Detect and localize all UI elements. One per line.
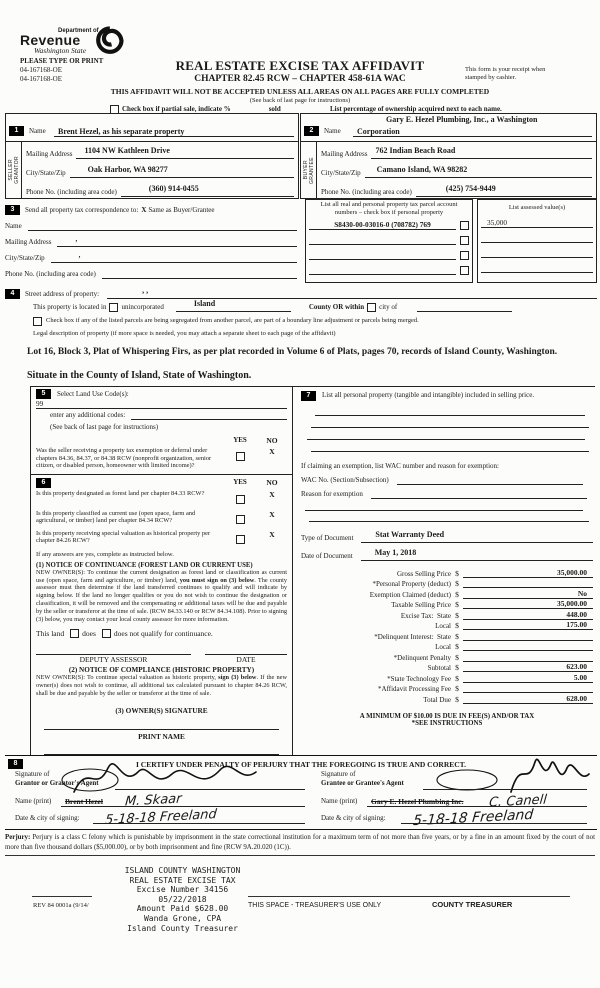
fee-row: *Affidavit Processing Fee $ [301, 683, 593, 694]
s3-csz-field[interactable] [51, 244, 297, 263]
revenue-logo-icon [92, 26, 126, 56]
buyer-csz-label: City/State/Zip [321, 169, 361, 177]
wac-field[interactable] [397, 484, 583, 485]
seller-section [5, 113, 299, 199]
s3-csz-label: City/State/Zip [5, 254, 45, 262]
assessed-value-2-field[interactable] [481, 242, 593, 243]
print-name-label: PRINT NAME [138, 731, 185, 741]
form-code-1: 04-167168-OE [20, 66, 62, 74]
form-code-2: 04-167168-OE [20, 75, 62, 83]
form-title: REAL ESTATE EXCISE TAX AFFIDAVIT [175, 58, 425, 73]
s3-phone-label: Phone No. (including area code) [5, 270, 96, 278]
assessed-values-block [477, 199, 597, 283]
section-7-badge: 7 [301, 391, 316, 401]
grantee-sig-label1: Signature of [321, 770, 356, 778]
fee-row: *Delinquent Interest: State $ [301, 630, 593, 641]
personal-property-field-2[interactable] [311, 427, 589, 428]
buyer-phone-label: Phone No. (including area code) [321, 188, 412, 196]
form-title-block [150, 58, 450, 84]
see-back-note: (See back of last page for instructions) [249, 97, 351, 104]
fee-row: Taxable Selling Price $ 35,000.00 [301, 599, 593, 610]
grantee-sig-label2: Grantee or Grantee's Agent [321, 779, 404, 787]
revenue-label: Revenue [20, 32, 81, 48]
buyer-csz-value: Camano Island, WA 98282 [376, 165, 468, 174]
county-value: Island [193, 299, 216, 308]
if-yes-note: If any answers are yes, complete as instructed below. [36, 550, 174, 558]
section-6 [31, 474, 292, 756]
reason-label: Reason for exemption [301, 490, 363, 498]
form-header-left [20, 28, 170, 84]
seller-phone-value: (360) 914-0455 [148, 184, 199, 193]
tax-correspondence-block [5, 199, 305, 283]
stamp-line: 05/22/2018 [158, 894, 207, 904]
stamp-line: Amount Paid $628.00 [136, 904, 229, 914]
fee-value-field[interactable]: 448.00 [463, 610, 593, 620]
rev-divider [32, 896, 92, 897]
main-columns [30, 386, 595, 755]
parcel-numbers-block [305, 199, 473, 283]
doc-type-label: Type of Document [301, 534, 354, 542]
grantor-signature-field[interactable] [115, 789, 305, 790]
unincorporated-checkbox[interactable] [109, 303, 118, 312]
stamp-line: ISLAND COUNTY WASHINGTON [124, 866, 241, 875]
s3-csz-mark: , [78, 251, 81, 259]
personal-property-title: List all personal property (tangible and intangible) included in selling price. [322, 391, 535, 399]
grantor-signing-block [5, 770, 313, 826]
grantee-name-handwritten: C. Canell [488, 792, 548, 811]
buyer-mailing-label: Mailing Address [321, 150, 368, 158]
section-3 [5, 199, 597, 283]
seller-name-field[interactable] [54, 136, 294, 137]
buyer-section [300, 113, 597, 199]
s3-mailing-mark: , [75, 235, 78, 243]
owners-signature-label: (3) OWNER(S) SIGNATURE [115, 705, 208, 715]
grantor-name-handwritten: M. Skaar [124, 791, 183, 810]
does-label: does [82, 629, 96, 639]
seller-role-label-2: GRANTOR [13, 156, 20, 184]
exemption-yes-checkbox[interactable] [236, 452, 245, 461]
s3-mailing-label: Mailing Address [5, 238, 52, 246]
doc-date-label: Date of Document [301, 552, 353, 560]
segregated-checkbox[interactable] [33, 317, 42, 326]
grantee-date-label: Date & city of signing: [321, 814, 386, 822]
forest-yes-checkbox[interactable] [236, 495, 245, 504]
fee-row: *State Technology Fee $ 5.00 [301, 672, 593, 683]
section-5-6-column [30, 386, 293, 755]
buyer-csz-field[interactable] [365, 159, 592, 178]
grantee-signature-field[interactable] [423, 789, 587, 790]
fee-row: *Delinquent Penalty $ [301, 651, 593, 662]
deputy-assessor-label: DEPUTY ASSESSOR [79, 655, 148, 665]
please-type-label: PLEASE TYPE OR PRINT [20, 57, 104, 65]
buyer-role-label-2: GRANTEE [308, 156, 315, 184]
parcel-1-checkbox[interactable] [460, 221, 469, 230]
grantee-name-print-label: Name (print) [321, 797, 358, 805]
section-3-badge: 3 [5, 205, 20, 215]
washington-state-label: Washington State [34, 46, 87, 55]
reason-extra-field-1[interactable] [305, 510, 583, 511]
fee-row: Excise Tax: State $ 448.00 [301, 609, 593, 620]
rev-number: REV 84 0001a (9/14/ [33, 902, 89, 909]
legal-description-note: Legal description of property (if more space is needed, you may attach a separate sheet to each page of the affidavit) [33, 330, 336, 337]
s3-phone-field[interactable] [102, 278, 297, 279]
notice2-title: (2) NOTICE OF COMPLIANCE (HISTORIC PROPERTY) [68, 666, 255, 675]
forest-no-answer: X [269, 489, 275, 499]
grantee-name-field[interactable] [367, 806, 587, 807]
fee-row: Local $ [301, 641, 593, 652]
exemption-question: Was the seller receiving a property tax exemption or deferral under chapters 84.36, 84.37, or 84.38 RCW (nonprofit organization, senior citizen, or disabled person, homeowner with limited income)? [36, 447, 212, 470]
warning-line: THIS AFFIDAVIT WILL NOT BE ACCEPTED UNLESS ALL AREAS ON ALL PAGES ARE FULLY COMPLETED [110, 87, 490, 96]
certify-line: I CERTIFY UNDER PENALTY OF PERJURY THAT THE FOREGOING IS TRUE AND CORRECT. [135, 760, 466, 769]
seller-mailing-value: 1104 NW Kathleen Drive [84, 146, 170, 155]
notice2-body: NEW OWNER(S): To continue special valuation as historic property, sign (3) below. If the new owner(s) does not wish to continue, all additional tax calculated pursuant to chapter 84.26 RCW, shall be due and payable by the seller or transferor at the time of sale. [36, 674, 288, 697]
wac-label: WAC No. (Section/Subsection) [301, 476, 389, 484]
this-land-label: This land [36, 629, 65, 639]
forest-question: Is this property designated as forest land per chapter 84.33 RCW? [36, 489, 205, 497]
assessor-date-label: DATE [236, 655, 256, 665]
same-as-label: Same as Buyer/Grantee [148, 206, 215, 214]
parcel-3-checkbox[interactable] [460, 251, 469, 260]
parcel-4-field[interactable] [309, 274, 456, 275]
fee-value-field[interactable]: 35,000.00 [463, 599, 593, 609]
send-correspondence-label: Send all property tax correspondence to: [25, 206, 139, 214]
fee-value-field[interactable]: 5.00 [463, 673, 593, 683]
fee-row: Subtotal $ 623.00 [301, 662, 593, 673]
seller-csz-label: City/State/Zip [26, 169, 66, 177]
grantor-sig-label1: Signature of [15, 770, 50, 778]
same-as-mark: X [141, 206, 147, 214]
s3-name-label: Name [5, 222, 22, 230]
buyer-name-row [301, 114, 596, 142]
seller-csz-field[interactable] [70, 159, 294, 178]
located-in-label: This property is located in [33, 303, 107, 311]
section-8 [5, 755, 597, 830]
section-6-badge: 6 [36, 478, 51, 488]
doc-type-value: Stat Warranty Deed [375, 530, 445, 539]
grantor-date-field[interactable] [93, 823, 305, 824]
street-address-mark: , , [142, 286, 149, 295]
treasurer-space-label: THIS SPACE - TREASURER'S USE ONLY [248, 902, 382, 909]
buyer-name-value-line2: Corporation [357, 127, 400, 136]
treasurer-divider [248, 896, 570, 897]
county-or-label: County OR within [308, 303, 365, 311]
dept-of-label: Department of [58, 28, 99, 34]
does-checkbox[interactable] [70, 629, 79, 638]
current-use-no-answer: X [269, 509, 275, 519]
form-subtitle: CHAPTER 82.45 RCW – CHAPTER 458-61A WAC [194, 74, 406, 84]
current-use-yes-checkbox[interactable] [236, 515, 245, 524]
treasurer-stamp [100, 866, 265, 933]
legal-description: Lot 16, Block 3, Plat of Whispering Firs, as per plat recorded in Volume 6 of Plats, pages 70, records of Island County, Washington. [27, 347, 558, 357]
parcel-value: S8430-00-03016-0 (708782) 769 [309, 220, 456, 230]
additional-codes-field[interactable] [131, 419, 287, 420]
seller-phone-label: Phone No. (including area code) [26, 188, 117, 196]
section-4 [5, 287, 597, 381]
seller-name-value: Brent Hezel, as his separate property [58, 127, 185, 136]
s5-no-header: NO [266, 436, 278, 445]
buyer-phone-field[interactable] [416, 178, 592, 197]
stamp-line: Island County Treasurer [127, 923, 238, 933]
s5-yes-header: YES [233, 436, 247, 444]
buyer-role-label-1: BUYER [302, 160, 309, 180]
section-7-column [293, 386, 595, 755]
personal-property-field-3[interactable] [307, 439, 585, 440]
fee-value-field[interactable]: No [463, 589, 593, 599]
historic-no-answer: X [269, 529, 275, 539]
parcel-2-checkbox[interactable] [460, 236, 469, 245]
does-not-checkbox[interactable] [102, 629, 111, 638]
minimum-fee-note: A MINIMUM OF $10.00 IS DUE IN FEE(S) AND/OR TAX [359, 712, 535, 720]
section-2-badge: 2 [304, 126, 319, 136]
seller-csz-value: Oak Harbor, WA 98277 [87, 165, 168, 174]
county-field[interactable] [176, 293, 291, 312]
assessed-value-3-field[interactable] [481, 257, 593, 258]
fee-row: Total Due $ 628.00 [301, 693, 593, 704]
receipt-note: This form is your receipt when stamped by cashier. [465, 66, 546, 81]
seller-mailing-label: Mailing Address [26, 150, 73, 158]
doc-type-field[interactable] [361, 524, 593, 543]
fee-value-field[interactable] [463, 640, 593, 641]
fee-value-field[interactable]: 175.00 [463, 620, 593, 630]
buyer-name-field[interactable] [353, 136, 592, 137]
seller-mailing-field[interactable] [76, 140, 294, 159]
stamp-line: Excise Number 34156 [136, 885, 229, 895]
personal-property-field-4[interactable] [311, 451, 589, 452]
grantor-sig-label2: Grantor or Grantor's Agent [15, 779, 99, 787]
footer [0, 860, 600, 988]
situate-line: Situate in the County of Island, State of Washington. [27, 370, 252, 381]
exemption-no-answer: X [269, 447, 275, 456]
does-not-label: does not qualify for continuance. [113, 629, 213, 639]
current-use-question: Is this property classified as current use (open space, farm and agricultural, or timber) land per chapter 84.34 RCW? [36, 509, 196, 525]
continuance-row [36, 627, 287, 638]
segregated-note: Check box if any of the listed parcels are being segregated from another parcel, are part of a boundary line adjustment or parcels being merged. [46, 317, 419, 324]
grantee-date-field[interactable] [401, 823, 587, 824]
unincorporated-label: unincorporated [121, 303, 164, 311]
owners-signature-field[interactable] [44, 729, 279, 730]
section-5 [31, 387, 292, 474]
section-8-badge: 8 [8, 759, 23, 769]
grantor-name-printed: Brent Hezel [65, 797, 103, 806]
land-use-label: Select Land Use Code(s): [57, 390, 129, 398]
street-address-label: Street address of property: [25, 290, 100, 298]
historic-yes-checkbox[interactable] [236, 535, 245, 544]
fee-row: *Personal Property (deduct) $ [301, 578, 593, 589]
grantor-name-print-label: Name (print) [15, 797, 52, 805]
city-checkbox[interactable] [367, 303, 376, 312]
section-5-badge: 5 [36, 389, 51, 399]
fee-row: Local $ 175.00 [301, 620, 593, 631]
assessed-value-1: 35,000 [481, 218, 593, 228]
fee-row: Exemption Claimed (deduct) $ No [301, 588, 593, 599]
reason-field[interactable] [371, 498, 587, 499]
buyer-name-value-line1: Gary E. Hezel Plumbing, Inc., a Washington [386, 115, 538, 124]
fee-row: Gross Selling Price $ 35,000.00 [301, 567, 593, 578]
city-of-label: city of [379, 303, 398, 311]
fee-value-field[interactable]: 628.00 [463, 694, 593, 704]
seller-role-strip [6, 142, 22, 198]
doc-date-field[interactable] [361, 542, 593, 561]
ownership-note: List percentage of ownership acquired next to each name. [330, 105, 502, 113]
seller-name-label: Name [29, 127, 46, 135]
county-treasurer-label: COUNTY TREASURER [432, 900, 513, 909]
seller-phone-field[interactable] [121, 178, 294, 197]
partial-sale-label: Check box if partial sale, indicate % [122, 105, 231, 113]
fees-table [301, 567, 593, 704]
historic-question: Is this property receiving special valuation as historical property per chapter 84.26 RCW? [36, 529, 211, 545]
parcel-header: List all real and personal property tax parcel account numbers – check box if personal property [320, 201, 458, 216]
notice1-body: NEW OWNER(S): To continue the current designation as forest land or classification as current use (open space, farm and agriculture, or timber) land, you must sign on (3) below. The county assessor must then determine if the land transferred continues to qualify and will indicate by signing below. If the land no longer qualifies or you do not wish to continue the designation or classification, it will be removed and the compensating or additional taxes will be due and payable by the seller or transferor at the time of sale. (RCW 84.33.140 or RCW 84.34.108). Prior to signing (3) below, you may contact your local county assessor for more information. [36, 568, 287, 623]
personal-property-field-1[interactable] [315, 415, 585, 416]
buyer-phone-value: (425) 754-9449 [445, 184, 496, 193]
parcel-4-checkbox[interactable] [460, 266, 469, 275]
exemption-wac-note: If claiming an exemption, list WAC number and reason for exemption: [301, 462, 499, 470]
buyer-name-label: Name [324, 127, 341, 135]
fee-value-field[interactable] [463, 650, 593, 651]
grantee-date-handwritten: 5-18-18 Freeland [412, 806, 534, 830]
see-instructions-note: *SEE INSTRUCTIONS [411, 719, 483, 727]
assessor-sign-row [36, 654, 287, 664]
buyer-mailing-field[interactable] [371, 140, 592, 159]
section-1-badge: 1 [9, 126, 24, 136]
stamp-line: REAL ESTATE EXCISE TAX [129, 875, 236, 885]
grantor-date-handwritten: 5-18-18 Freeland [104, 807, 218, 828]
grantor-date-label: Date & city of signing: [15, 814, 80, 822]
reason-extra-field-2[interactable] [309, 521, 589, 522]
seller-name-row [6, 114, 298, 142]
s5-see-back-note: (See back of last page for instructions) [50, 423, 159, 431]
sold-label: sold [268, 105, 281, 113]
section-4-badge: 4 [5, 289, 20, 299]
additional-codes-label: enter any additional codes: [50, 411, 126, 419]
grantee-signing-block [313, 770, 597, 830]
stamp-line: Wanda Grone, CPA [143, 913, 222, 923]
s6-yes-header: YES [233, 477, 247, 486]
seller-role-label-1: SELLER [7, 159, 14, 181]
perjury-note [5, 833, 595, 856]
fee-value-field[interactable]: 623.00 [463, 662, 593, 672]
parcel-2-field[interactable] [309, 244, 456, 245]
assessed-value-4-field[interactable] [481, 272, 593, 273]
grantor-name-field[interactable] [61, 806, 305, 807]
buyer-mailing-value: 762 Indian Beach Road [375, 146, 456, 155]
grantee-name-printed: Gary E. Hezel Plumbing Inc. [371, 797, 464, 806]
land-use-value: 99 [36, 399, 287, 409]
perjury-text: Perjury is a class C felony which is punishable by imprisonment in the state correctional institution for a maximum term of not more than five years, or by a fine in an amount fixed by the court of not more than five thousand dollars ($5,000.00), or by both imprisonment and fine (RCW 9A.20.020 (1C)). [5, 834, 595, 851]
buyer-role-strip [301, 142, 317, 198]
doc-date-value: May 1, 2018 [374, 548, 417, 557]
notice1-title: (1) NOTICE OF CONTINUANCE (FOREST LAND OR CURRENT USE) [36, 561, 253, 569]
assessed-header: List assessed value(s) [508, 204, 566, 211]
fee-value-field[interactable]: 35,000.00 [463, 568, 593, 578]
city-field[interactable] [417, 311, 512, 312]
perjury-label: Perjury: [5, 834, 31, 841]
parcel-3-field[interactable] [309, 259, 456, 260]
s6-no-header: NO [266, 477, 278, 487]
